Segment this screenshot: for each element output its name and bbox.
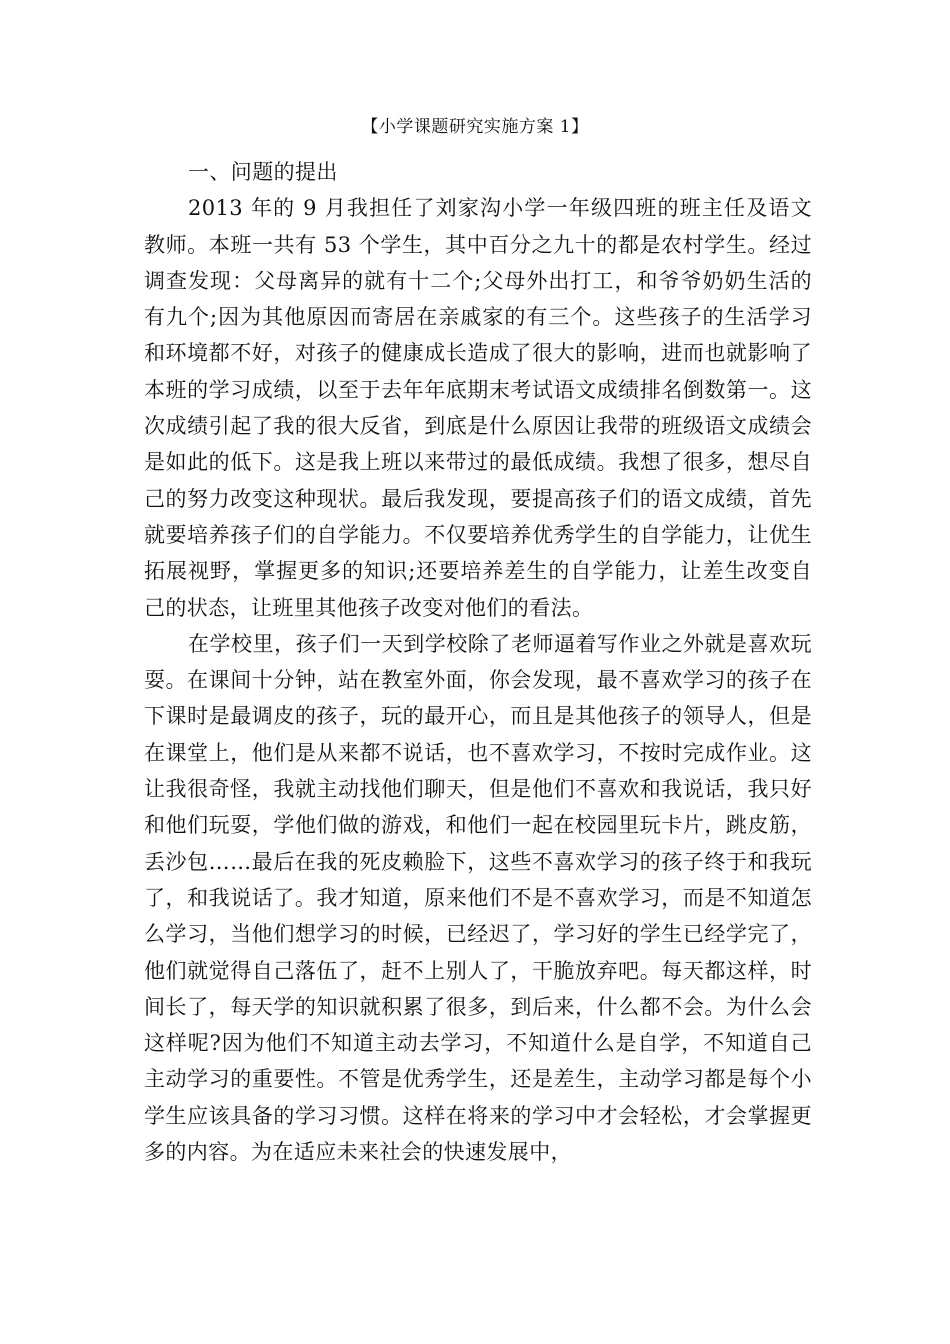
document-body bbox=[144, 154, 812, 1170]
document-title: 【小学课题研究实施方案 1】 bbox=[361, 117, 589, 137]
paragraph-1: 2013 年的 9 月我担任了刘家沟小学一年级四班的班主任及语文教师。本班一共有 53 个学生，其中百分之九十的都是农村学生。经过调查发现：父母离异的就有十二个;父母外出打工，和爷爷奶奶生活的有九个;因为其他原因而寄居在亲戚家的有三个。这些孩子的生活学习和环境都不好，对孩子的健康成长造成了很大的影响，进而也就影响了本班的学习成绩，以至于去年年底期末考试语文成绩排名倒数第一。这次成绩引起了我的很大反省，到底是什么原因让我带的班级语文成绩会是如此的低下。这是我上班以来带过的最低成绩。我想了很多，想尽自己的努力改变这种现状。最后我发现，要提高孩子们的语文成绩，首先就要培养孩子们的自学能力。不仅要培养优秀学生的自学能力，让优生拓展视野，掌握更多的知识;还要培养差生的自学能力，让差生改变自己的状态，让班里其他孩子改变对他们的看法。 bbox=[144, 196, 812, 620]
section-heading: 一、问题的提出 bbox=[188, 160, 338, 184]
paragraph-2: 在学校里，孩子们一天到学校除了老师逼着写作业之外就是喜欢玩耍。在课间十分钟，站在教室外面，你会发现，最不喜欢学习的孩子在下课时是最调皮的孩子，玩的最开心，而且是其他孩子的领导人，但是在课堂上，他们是从来都不说话，也不喜欢学习，不按时完成作业。这让我很奇怪，我就主动找他们聊天，但是他们不喜欢和我说话，我只好和他们玩耍，学他们做的游戏，和他们一起在校园里玩卡片，跳皮筋，丢沙包……最后在我的死皮赖脸下，这些不喜欢学习的孩子终于和我玩了，和我说话了。我才知道，原来他们不是不喜欢学习，而是不知道怎么学习，当他们想学习的时候，已经迟了，学习好的学生已经学完了，他们就觉得自己落伍了，赶不上别人了，干脆放弃吧。每天都这样，时间长了，每天学的知识就积累了很多，到后来，什么都不会。为什么会这样呢?因为他们不知道主动去学习，不知道什么是自学，不知道自己主动学习的重要性。不管是优秀学生，还是差生，主动学习都是每个小学生应该具备的学习习惯。这样在将来的学习中才会轻松，才会掌握更多的内容。为在适应未来社会的快速发展中， bbox=[144, 631, 812, 1165]
